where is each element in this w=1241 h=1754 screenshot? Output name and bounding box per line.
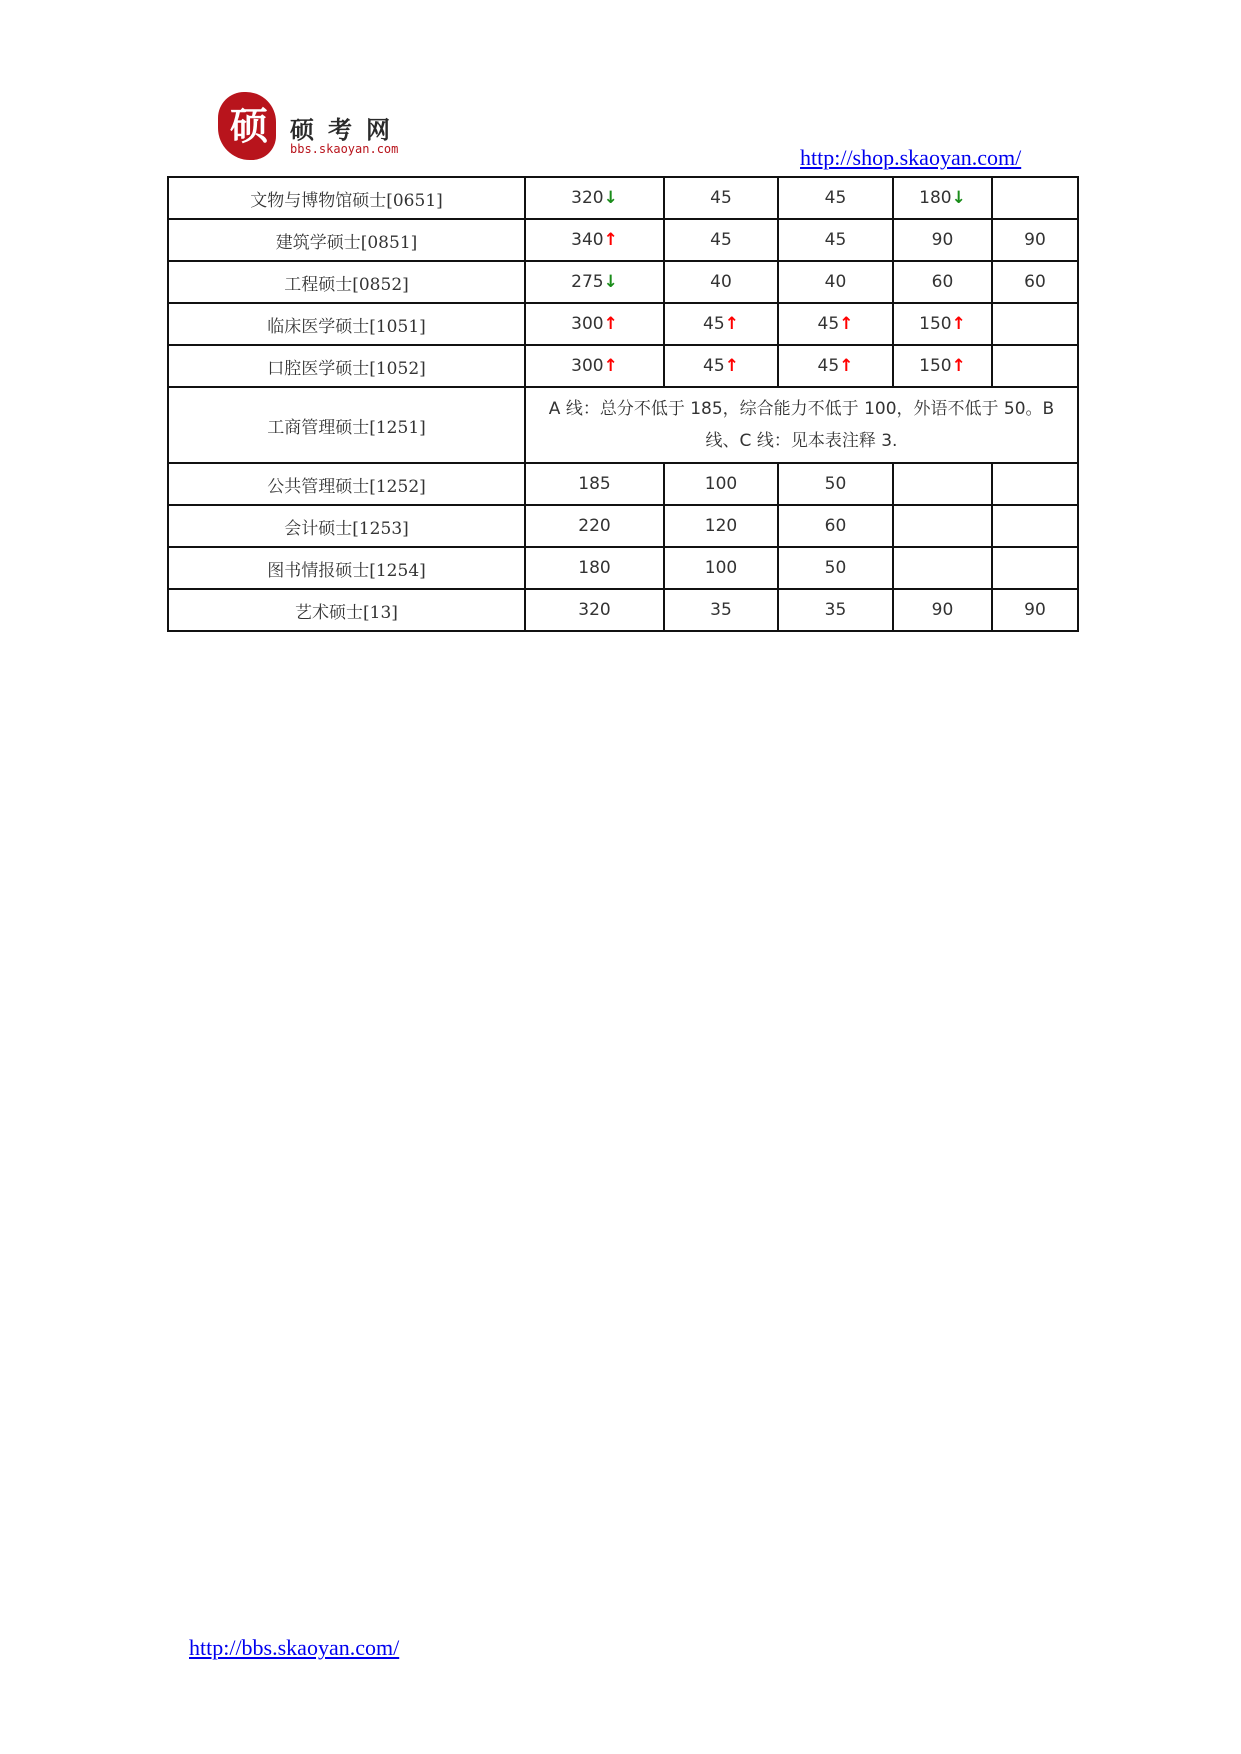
program-name-cell: 临床医学硕士[1051]	[168, 303, 525, 345]
score-cell	[525, 463, 664, 505]
score-value: 185	[578, 474, 611, 494]
score-cell	[664, 345, 778, 387]
score-value: 45	[710, 230, 732, 250]
score-value: 60	[1024, 272, 1046, 292]
score-cell	[778, 303, 893, 345]
forum-link[interactable]: http://bbs.skaoyan.com/	[189, 1635, 400, 1660]
score-value: 45	[824, 230, 847, 250]
score-cell	[778, 505, 893, 547]
score-cell	[992, 589, 1078, 631]
score-value: 40	[824, 272, 847, 292]
program-name-cell: 艺术硕士[13]	[168, 589, 525, 631]
score-value: 180	[919, 188, 952, 208]
score-table	[167, 176, 1079, 632]
score-value: 60	[931, 272, 954, 292]
score-value: 90	[1024, 600, 1046, 620]
score-cell	[893, 345, 992, 387]
up-arrow-icon: ↑	[724, 314, 739, 334]
score-value: 45	[703, 356, 725, 376]
logo-subtitle: bbs.skaoyan.com	[290, 142, 399, 156]
score-value: 40	[710, 272, 732, 292]
site-logo	[218, 92, 438, 164]
score-value: 50	[824, 558, 847, 578]
down-arrow-icon: ↓	[603, 272, 618, 292]
score-cell	[992, 219, 1078, 261]
up-arrow-icon: ↑	[603, 230, 618, 250]
score-value: 320	[578, 600, 611, 620]
score-cell	[664, 505, 778, 547]
score-value: 35	[710, 600, 732, 620]
score-cell	[992, 463, 1078, 505]
program-name-cell: 图书情报硕士[1254]	[168, 547, 525, 589]
down-arrow-icon: ↓	[603, 188, 618, 208]
score-value: 90	[931, 230, 954, 250]
score-cell	[893, 261, 992, 303]
score-value: 45	[817, 314, 840, 334]
score-value: 300	[571, 314, 604, 334]
shop-link[interactable]: http://shop.skaoyan.com/	[800, 145, 1022, 170]
down-arrow-icon: ↓	[951, 188, 966, 208]
score-cell	[778, 547, 893, 589]
up-arrow-icon: ↑	[603, 314, 618, 334]
score-cell	[664, 261, 778, 303]
score-cell	[893, 505, 992, 547]
score-value: 90	[1024, 230, 1046, 250]
score-cell	[893, 589, 992, 631]
logo-seal: 硕	[218, 92, 276, 160]
score-cell	[893, 463, 992, 505]
score-cell	[893, 177, 992, 219]
table-row	[168, 219, 1078, 261]
table-row	[168, 177, 1078, 219]
table-row	[168, 589, 1078, 631]
score-cell	[992, 177, 1078, 219]
score-cell	[525, 219, 664, 261]
score-cell	[893, 219, 992, 261]
score-cell	[992, 261, 1078, 303]
logo-title: 硕考网	[290, 116, 404, 144]
score-value: 45	[703, 314, 725, 334]
up-arrow-icon: ↑	[951, 356, 966, 376]
score-value: 150	[919, 356, 952, 376]
score-value: 100	[704, 558, 738, 578]
score-cell	[778, 463, 893, 505]
score-cell	[664, 219, 778, 261]
score-cell	[525, 505, 664, 547]
score-value: 45	[817, 356, 840, 376]
score-table-body	[168, 177, 1078, 631]
score-cell	[664, 177, 778, 219]
up-arrow-icon: ↑	[724, 356, 739, 376]
score-value: 50	[824, 474, 847, 494]
program-name-cell: 文物与博物馆硕士[0651]	[168, 177, 525, 219]
score-cell	[778, 589, 893, 631]
table-row	[168, 303, 1078, 345]
up-arrow-icon: ↑	[951, 314, 966, 334]
score-value: 100	[704, 474, 738, 494]
score-cell	[664, 303, 778, 345]
score-value: 90	[931, 600, 954, 620]
table-row	[168, 547, 1078, 589]
program-name-cell: 会计硕士[1253]	[168, 505, 525, 547]
score-cell	[525, 177, 664, 219]
score-value: 150	[919, 314, 952, 334]
up-arrow-icon: ↑	[603, 356, 618, 376]
program-name-cell: 口腔医学硕士[1052]	[168, 345, 525, 387]
score-cell	[664, 463, 778, 505]
score-cell	[992, 505, 1078, 547]
score-value: 220	[578, 516, 611, 536]
table-row	[168, 345, 1078, 387]
score-cell	[525, 303, 664, 345]
score-cell	[664, 589, 778, 631]
table-row	[168, 261, 1078, 303]
up-arrow-icon: ↑	[839, 356, 854, 376]
score-cell	[778, 219, 893, 261]
score-cell	[893, 303, 992, 345]
score-value: 180	[578, 558, 611, 578]
score-cell	[778, 345, 893, 387]
program-name-cell: 公共管理硕士[1252]	[168, 463, 525, 505]
score-cell	[525, 261, 664, 303]
score-cell	[664, 547, 778, 589]
table-row	[168, 505, 1078, 547]
score-cell	[992, 303, 1078, 345]
note-cell: A 线：总分不低于 185，综合能力不低于 100，外语不低于 50。B 线、C 线：见本表注释 3.	[525, 387, 1078, 463]
score-cell	[992, 345, 1078, 387]
score-cell	[525, 589, 664, 631]
score-value: 275	[571, 272, 604, 292]
score-value: 120	[704, 516, 738, 536]
score-cell	[893, 547, 992, 589]
score-value: 45	[824, 188, 847, 208]
program-name-cell: 建筑学硕士[0851]	[168, 219, 525, 261]
program-name-cell: 工商管理硕士[1251]	[168, 387, 525, 463]
score-value: 45	[710, 188, 732, 208]
score-cell	[992, 547, 1078, 589]
table-row	[168, 463, 1078, 505]
score-cell	[778, 261, 893, 303]
score-value: 60	[824, 516, 847, 536]
score-value: 340	[571, 230, 604, 250]
score-cell	[525, 547, 664, 589]
score-cell	[525, 345, 664, 387]
score-value: 320	[571, 188, 604, 208]
program-name-cell: 工程硕士[0852]	[168, 261, 525, 303]
score-cell	[778, 177, 893, 219]
table-row	[168, 387, 1078, 463]
score-value: 300	[571, 356, 604, 376]
up-arrow-icon: ↑	[839, 314, 854, 334]
score-value: 35	[824, 600, 847, 620]
